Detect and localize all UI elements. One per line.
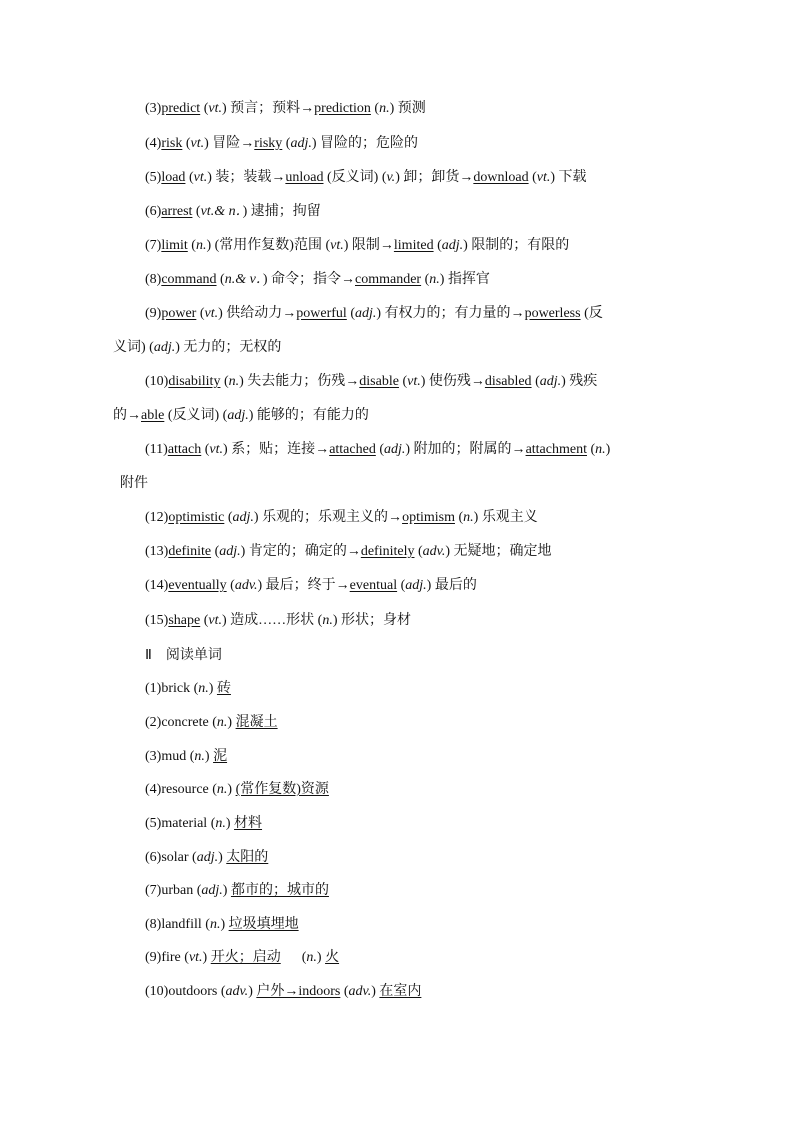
meaning: 预言；预料→ (230, 101, 315, 116)
part-of-speech: adj. (219, 544, 241, 559)
part-of-speech: adj. (290, 136, 312, 151)
entry-number: (14) (145, 578, 169, 593)
part-of-speech: n. (595, 442, 606, 457)
part-of-speech: adj. (539, 374, 562, 389)
headword: resource (161, 782, 209, 797)
headword: outdoors (168, 984, 218, 999)
meaning: (常作复数)资源 (235, 782, 329, 797)
headword: solar (161, 850, 189, 865)
part-of-speech: adv. (348, 984, 372, 999)
part-of-speech: n. (379, 101, 390, 116)
meaning: 泥 (213, 749, 228, 764)
vocab-entry-15: (15)shape (vt.) 造成……形状 (n.) 形状；身材 (145, 613, 412, 628)
meaning: 装；装载→ (215, 170, 286, 185)
headword: fire (161, 950, 181, 965)
headword: landfill (161, 917, 202, 932)
meaning: 命令；指令→ (271, 272, 355, 287)
headword: risk (161, 136, 183, 151)
meaning: 使伤残→ (428, 374, 485, 389)
meaning: 乐观主义 (481, 510, 538, 525)
entry-number: (3) (145, 749, 162, 764)
headword: load (161, 170, 186, 185)
note: 义词) (113, 340, 146, 355)
part-of-speech: adj. (153, 340, 176, 355)
entry-number: (4) (145, 136, 162, 151)
note: (反 (584, 306, 603, 321)
derived-word: powerful (296, 306, 347, 321)
entry-number: (10) (145, 984, 169, 999)
part-of-speech: adj. (405, 578, 427, 593)
headword: material (161, 816, 208, 831)
meaning: 混凝土 (235, 715, 278, 730)
entry-number: (6) (145, 850, 162, 865)
part-of-speech: adv. (422, 544, 446, 559)
vocab-entry-11: (11)attach (vt.) 系；贴；连接→attached (adj.) 附加的；附属的→attachment (n.) (145, 442, 611, 457)
meaning: 材料 (234, 816, 263, 831)
meaning: 附加的；附属的→ (413, 442, 526, 457)
meaning: 下载 (558, 170, 587, 185)
meaning: 在室内 (379, 984, 422, 999)
headword: limit (161, 238, 188, 253)
part-of-speech: adv. (225, 984, 249, 999)
reading-word-5: (5)material (n.) 材料 (145, 816, 263, 831)
meaning: 的→ (113, 408, 141, 423)
headword: shape (168, 613, 201, 628)
meaning: 户外→indoors (256, 984, 341, 999)
part-of-speech: adj. (232, 510, 254, 525)
part-of-speech: adj. (201, 883, 223, 898)
derived-word: prediction (314, 101, 371, 116)
part-of-speech: adj. (384, 442, 406, 457)
derived-word: unload (285, 170, 324, 185)
meaning: 有权力的；有力量的→ (384, 306, 525, 321)
part-of-speech: n. (216, 715, 228, 730)
reading-word-7: (7)urban (adj.) 都市的；城市的 (145, 883, 329, 898)
derived-word: disable (359, 374, 399, 389)
derived-word: download (473, 170, 529, 185)
reading-word-6: (6)solar (adj.) 太阳的 (145, 850, 269, 865)
reading-word-2: (2)concrete (n.) 混凝土 (145, 715, 278, 730)
derived-word: definitely (360, 544, 415, 559)
headword: mud (161, 749, 187, 764)
vocab-entry-9: (9)power (vt.) 供给动力→powerful (adj.) 有权力的；有力量的→powerless (反 (145, 306, 603, 321)
meaning: 肯定的；确定的→ (248, 544, 361, 559)
meaning: 供给动力→ (226, 306, 297, 321)
vocab-entry-12: (12)optimistic (adj.) 乐观的；乐观主义的→optimism (n.) 乐观主义 (145, 510, 538, 525)
entry-number: (10) (145, 374, 169, 389)
meaning: 卸；卸货→ (403, 170, 474, 185)
part-of-speech: adj. (196, 850, 219, 865)
entry-number: (9) (145, 950, 162, 965)
reading-word-4: (4)resource (n.) (常作复数)资源 (145, 782, 329, 797)
vocab-entry-8: (8)command (n.& v．) 命令；指令→commander (n.) 指挥官 (145, 272, 490, 287)
part-of-speech: n. (228, 374, 240, 389)
part-of-speech: adj. (441, 238, 464, 253)
part-of-speech: vt. (407, 374, 421, 389)
reading-word-9: (9)fire (vt.) 开火；启动 (n.) 火 (145, 950, 340, 965)
entry-number: (8) (145, 272, 162, 287)
reading-word-1: (1)brick (n.) 砖 (145, 681, 231, 696)
part-of-speech: vt. (208, 613, 222, 628)
headword: definite (168, 544, 212, 559)
entry-number: (6) (145, 204, 162, 219)
derived-word: attached (329, 442, 376, 457)
entry-number: (3) (145, 101, 162, 116)
derived-word: attachment (525, 442, 587, 457)
vocab-entry-4: (4)risk (vt.) 冒险→risky (adj.) 冒险的；危险的 (145, 136, 419, 151)
section-title: 阅读单词 (165, 647, 222, 663)
headword: optimistic (168, 510, 225, 525)
note: (反义词) (167, 408, 220, 423)
headword: attach (167, 442, 202, 457)
part-of-speech: n. (194, 749, 205, 764)
meaning: 失去能力；伤残→ (247, 374, 360, 389)
vocab-entry-13: (13)definite (adj.) 肯定的；确定的→definitely (adv.) 无疑地；确定地 (145, 544, 552, 559)
meaning: 无力的；无权的 (183, 340, 282, 355)
meaning: 形状；身材 (341, 613, 412, 628)
meaning: (常用作复数)范围 (214, 238, 322, 253)
vocab-entry-5: (5)load (vt.) 装；装载→unload (反义词) (v.) 卸；卸货→download (vt.) 下载 (145, 170, 587, 185)
headword: predict (161, 101, 201, 116)
part-of-speech: n.& v． (224, 272, 263, 287)
meaning: 垃圾填埋地 (228, 917, 299, 932)
part-of-speech: adj. (355, 306, 377, 321)
derived-word: optimism (402, 510, 455, 525)
section-number: Ⅱ (145, 648, 152, 663)
meaning: 系；贴；连接→ (231, 442, 330, 457)
reading-word-8: (8)landfill (n.) 垃圾填埋地 (145, 917, 299, 932)
meaning: 火 (325, 950, 340, 965)
vocab-entry-11-continued (120, 475, 695, 493)
derived-word: disabled (484, 374, 532, 389)
entry-number: (5) (145, 816, 162, 831)
vocab-entry-10-continued: 的→able (反义词) (adj.) 能够的；有能力的 (113, 408, 369, 423)
part-of-speech: n. (215, 816, 226, 831)
meaning: 砖 (216, 681, 231, 696)
part-of-speech: vt. (204, 306, 219, 321)
headword: disability (168, 374, 221, 389)
entry-number: (7) (145, 883, 162, 898)
meaning: 最后；终于→ (265, 578, 350, 593)
meaning: 预测 (397, 101, 426, 116)
part-of-speech: vt. (188, 950, 203, 965)
part-of-speech: vt. (193, 170, 208, 185)
headword: brick (161, 681, 191, 696)
vocab-entry-10: (10)disability (n.) 失去能力；伤残→disable (vt.) 使伤残→disabled (adj.) 残疾 (145, 374, 598, 389)
derived-word: commander (355, 272, 422, 287)
note: (反义词) (327, 170, 379, 185)
entry-number: (8) (145, 917, 162, 932)
vocab-entry-7: (7)limit (n.) (常用作复数)范围 (vt.) 限制→limited (adj.) 限制的；有限的 (145, 238, 570, 253)
headword: command (161, 272, 217, 287)
meaning: 逮捕；拘留 (250, 204, 321, 219)
meaning: 冒险→ (212, 136, 255, 151)
part-of-speech: vt. (536, 170, 551, 185)
part-of-speech: adj. (227, 408, 249, 423)
meaning: 附件 (120, 476, 148, 491)
vocab-entry-6: (6)arrest (vt.& n．) 逮捕；拘留 (145, 204, 321, 219)
reading-word-3: (3)mud (n.) 泥 (145, 749, 228, 764)
entry-number: (15) (145, 613, 169, 628)
part-of-speech: vt. (209, 442, 224, 457)
part-of-speech: n. (195, 238, 207, 253)
vocab-entry-3: (3)predict (vt.) 预言；预料→prediction (n.) 预测 (145, 101, 426, 116)
entry-number: (1) (145, 681, 162, 696)
derived-word: limited (393, 238, 434, 253)
headword: concrete (161, 715, 209, 730)
derived-word: able (141, 408, 165, 423)
meaning: 限制→ (351, 238, 394, 253)
meaning: 冒险的；危险的 (320, 136, 419, 151)
entry-number: (4) (145, 782, 162, 797)
part-of-speech: adv. (234, 578, 258, 593)
derived-word: powerless (524, 306, 581, 321)
meaning: 都市的；城市的 (230, 883, 329, 898)
part-of-speech: n. (306, 950, 317, 965)
meaning: 乐观的；乐观主义的→ (262, 510, 403, 525)
headword: arrest (161, 204, 193, 219)
entry-number: (11) (145, 442, 168, 457)
meaning: 太阳的 (226, 850, 269, 865)
part-of-speech: vt. (190, 136, 205, 151)
meaning: 开火；启动 (210, 950, 281, 965)
entry-number: (5) (145, 170, 162, 185)
headword: urban (161, 883, 194, 898)
entry-number: (7) (145, 238, 162, 253)
part-of-speech: vt. (330, 238, 344, 253)
meaning: 无疑地；确定地 (453, 544, 552, 559)
part-of-speech: n. (322, 613, 333, 628)
part-of-speech: n. (209, 917, 221, 932)
part-of-speech: v. (386, 170, 396, 185)
vocab-entry-9-continued: 义词) (adj.) 无力的；无权的 (113, 340, 282, 355)
headword: power (161, 306, 197, 321)
part-of-speech: vt.& n． (200, 204, 243, 219)
meaning: 指挥官 (447, 272, 490, 287)
part-of-speech: n. (463, 510, 474, 525)
headword: eventually (168, 578, 227, 593)
part-of-speech: n. (216, 782, 228, 797)
meaning: 限制的；有限的 (471, 238, 570, 253)
meaning: 最后的 (434, 578, 477, 593)
part-of-speech: n. (429, 272, 440, 287)
reading-word-10: (10)outdoors (adv.) 户外→indoors (adv.) 在室内 (145, 984, 422, 999)
part-of-speech: n. (198, 681, 209, 696)
section-heading (145, 646, 720, 665)
derived-word: risky (254, 136, 283, 151)
vocab-entry-14: (14)eventually (adv.) 最后；终于→eventual (adj.) 最后的 (145, 578, 477, 593)
part-of-speech: vt. (208, 101, 222, 116)
entry-number: (12) (145, 510, 169, 525)
meaning: 残疾 (569, 374, 598, 389)
entry-number: (2) (145, 715, 162, 730)
meaning: 能够的；有能力的 (256, 408, 369, 423)
derived-word: eventual (349, 578, 398, 593)
entry-number: (13) (145, 544, 169, 559)
meaning: 造成……形状 (230, 613, 315, 628)
entry-number: (9) (145, 306, 162, 321)
